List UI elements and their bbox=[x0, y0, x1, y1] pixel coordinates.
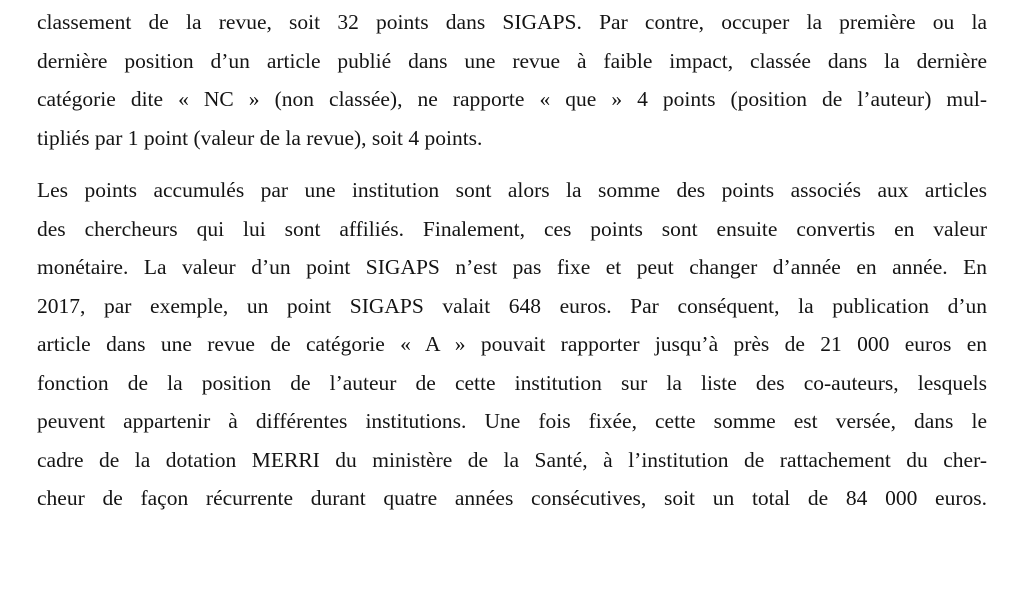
text-line: catégorie dite « NC » (non classée), ne rapporte « que » 4 points (position de l’auteur) mul- bbox=[37, 87, 987, 111]
text-line: cadre de la dotation MERRI du ministère de la Santé, à l’institution de rattachement du cher- bbox=[37, 447, 987, 472]
text-line: tipliés par 1 point (valeur de la revue), soit 4 points. bbox=[37, 125, 483, 150]
text-line: article dans une revue de catégorie « A » pouvait rapporter jusqu’à près de 21 000 euros en bbox=[37, 332, 987, 356]
text-line: cheur de façon récurrente durant quatre années consécutives, soit un total de 84 000 euros. bbox=[37, 486, 987, 510]
text-line: dernière position d’un article publié dans une revue à faible impact, classée dans la dernière bbox=[37, 48, 987, 73]
text-line: classement de la revue, soit 32 points dans SIGAPS. Par contre, occuper la première ou la bbox=[37, 10, 987, 34]
text-line: 2017, par exemple, un point SIGAPS valait 648 euros. Par conséquent, la publication d’un bbox=[37, 293, 987, 318]
text-line: Les points accumulés par une institution sont alors la somme des points associés aux articles bbox=[37, 178, 987, 202]
paragraph-2 bbox=[37, 171, 987, 518]
text-line: fonction de la position de l’auteur de cette institution sur la liste des co-auteurs, lesquels bbox=[37, 370, 987, 395]
text-line: monétaire. La valeur d’un point SIGAPS n’est pas fixe et peut changer d’année en année. En bbox=[37, 255, 987, 279]
text-line: peuvent appartenir à différentes institutions. Une fois fixée, cette somme est versée, dans le bbox=[37, 409, 987, 433]
paragraph-1 bbox=[37, 3, 987, 157]
text-line: des chercheurs qui lui sont affiliés. Finalement, ces points sont ensuite convertis en valeur bbox=[37, 216, 987, 241]
